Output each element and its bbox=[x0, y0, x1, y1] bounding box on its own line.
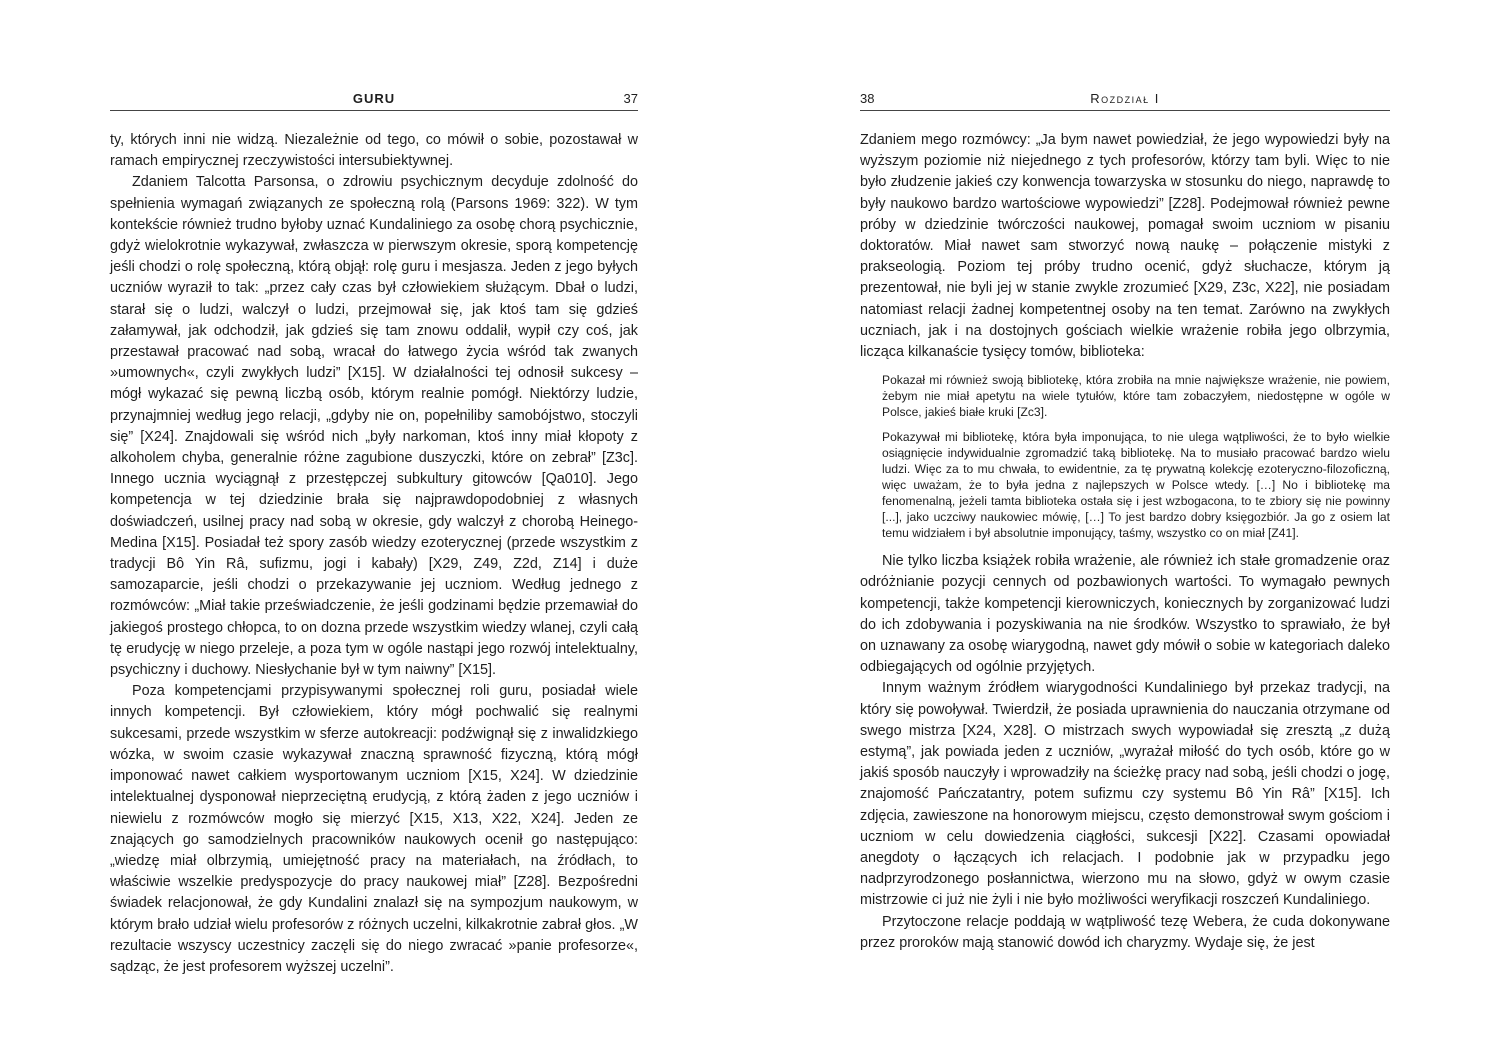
quote-paragraph: Pokazywał mi bibliotekę, która była imponująca, to nie ulega wątpliwości, że to było wielkie osiągnięcie indywidualnie zgromadzić taką bibliotekę. Na to musiało pracować bardzo wielu ludzi. Więc za to mu chwała, to ewidentnie, za tę prywatną kolekcję ezoteryczno-filozoficzną, więc uważam, że to była jedna z najlepszych w Polsce wtedy. […] No i bibliotekę ma fenomenalną, jeżeli tamta biblioteka ostała się i jest wzbogacona, to te zbiory się nie powinny [...], jako uczciwy naukowiec mówię, […] To jest bardzo dobry księgozbiór. Ja go z osiem lat temu widziałem i był absolutnie imponujący, taśmy, wszystko co on miał [Z41]. bbox=[882, 429, 1390, 541]
block-quote bbox=[882, 372, 1390, 541]
running-title: GURU bbox=[352, 91, 396, 106]
paragraph: Przytoczone relacje poddają w wątpliwość tezę Webera, że cuda dokonywane przez proroków mają stanowić dowód ich charyzmy. Wydaje się, że jest bbox=[860, 913, 1390, 951]
page-number: 37 bbox=[623, 91, 638, 106]
paragraph: Innym ważnym źródłem wiarygodności Kundaliniego był przekaz tradycji, na który się powoływał. Twierdził, że posiada uprawnienia do nauczania otrzymane od swego mistrza [X24, X28]. O mistrzach swych wypowiadał się zresztą „z dużą estymą”, jak powiada jeden z uczniów, „wyrażał miłość do tych osób, które go w jakiś sposób nauczyły i wprowadziły na ścieżkę pracy nad sobą, jeśli chodzi o jogę, znajomość Pańczatantry, potem sufizmu czy systemu Bô Yin Râ” [X15]. Ich zdjęcia, zawieszone na honorowym miejscu, często demonstrował swym gościom i uczniom w celu dowiedzenia ciągłości, sukcesji [X22]. Czasami opowiadał anegdoty o łączących ich relacjach. I podobnie jak w przypadku jego nadprzyrodzonego posłannictwa, wierzono mu na słowo, gdyż w owym czasie mistrzowie ci już nie żyli i nie było możliwości weryfikacji roszczeń Kundaliniego. bbox=[860, 680, 1390, 909]
left-page bbox=[110, 0, 638, 1059]
right-page-body bbox=[860, 130, 1390, 954]
paragraph: Nie tylko liczba książek robiła wrażenie, ale również ich stałe gromadzenie oraz odróżnianie pozycji cennych od pozbawionych wartości. To wymagało pewnych kompetencji, także kompetencji kierowniczych, koniecznych by zorganizować ludzi do ich zdobywania i pozyskiwania na nie środków. Wszystko to sprawiało, że był on uznawany za osobę wiarygodną, nawet gdy mówił o sobie w kategoriach daleko odbiegających od ogólnie przyjętych. bbox=[860, 553, 1390, 676]
left-page-body bbox=[110, 130, 638, 978]
page-number: 38 bbox=[860, 91, 875, 106]
running-head-left bbox=[110, 90, 638, 111]
running-title: Rozdział I bbox=[1090, 91, 1160, 106]
right-page bbox=[860, 0, 1390, 1059]
paragraph: ty, których inni nie widzą. Niezależnie od tego, co mówił o sobie, pozostawał w ramach empirycznej rzeczywistości intersubiektywnej. bbox=[110, 132, 638, 170]
paragraph: Zdaniem mego rozmówcy: „Ja bym nawet powiedział, że jego wypowiedzi były na wyższym poziomie niż niejednego z tych profesorów, którzy tam byli. Więc to nie było złudzenie jakieś czy konwencja towarzyska w stosunku do niego, naprawdę to były naukowo bardzo wartościowe wypowiedzi” [Z28]. Podejmował również pewne próby w dziedzinie twórczości naukowej, pomagał swoim uczniom w pisaniu doktoratów. Miał nawet sam stworzyć nową naukę – połączenie mistyki z prakseologią. Poziom tej próby trudno ocenić, gdyż słuchacze, którym ją prezentował, nie byli jej w stanie zwykle zrozumieć [X29, Z3c, X22], nie posiadam natomiast relacji żadnej kompetentnej osoby na ten temat. Zarówno na zwykłych uczniach, jak i na dostojnych gościach wielkie wrażenie robiła jego olbrzymia, licząca kilkanaście tysięcy tomów, biblioteka: bbox=[860, 132, 1390, 361]
paragraph: Poza kompetencjami przypisywanymi społecznej roli guru, posiadał wiele innych kompetencji. Był człowiekiem, który mógł pochwalić się realnymi sukcesami, przede wszystkim w sferze autokreacji: podźwignął się z inwalidzkiego wózka, w swoim czasie wykazywał znaczną sprawność fizyczną, którą mógł imponować nawet całkiem wysportowanym uczniom [X15, X24]. W dziedzinie intelektualnej dysponował nieprzeciętną erudycją, z którą żaden z jego uczniów i niewielu z rozmówców mogło się mierzyć [X15, X13, X22, X24]. Jeden ze znających go samodzielnych pracowników naukowych ocenił go następująco: „wiedzę miał olbrzymią, umiejętność pracy na materiałach, na źródłach, to właściwie wszelkie predyspozycje do pracy naukowej miał” [Z28]. Bezpośredni świadek relacjonował, że gdy Kundalini znalazł się na sympozjum naukowym, w którym brało udział wielu profesorów z różnych uczelni, kilkakrotnie zabrał głos. „W rezultacie wszyscy uczestnicy zaczęli się do niego zwracać »panie profesorze«, sądząc, że jest profesorem wyższej uczelni”. bbox=[110, 683, 638, 975]
quote-paragraph: Pokazał mi również swoją bibliotekę, która zrobiła na mnie największe wrażenie, nie powiem, żebym nie miał apetytu na wiele tytułów, które tam zobaczyłem, niedostępne w ogóle w Polsce, jakieś białe kruki [Zc3]. bbox=[882, 373, 1390, 420]
running-head-right bbox=[860, 90, 1390, 111]
paragraph: Zdaniem Talcotta Parsonsa, o zdrowiu psychicznym decyduje zdolność do spełnienia wymagań związanych ze społeczną rolą (Parsons 1969: 322). W tym kontekście również trudno byłoby uznać Kundaliniego za osobę chorą psychicznie, gdyż wielokrotnie wykazywał, zwłaszcza w pierwszym okresie, sporą kompetencję jeśli chodzi o rolę społeczną, którą objął: rolę guru i mesjasza. Jeden z jego byłych uczniów wyraził to tak: „przez cały czas był człowiekiem służącym. Dbał o ludzi, starał się o ludzi, walczył o ludzi, przejmował się, jak ktoś tam się gdzieś załamywał, jak odchodził, jak gdzieś się tam znowu oddalił, wypił czy coś, jak przestawał pracować nad sobą, wracał do łatwego życia wśród tak zwanych »umownych«, czyli zwykłych ludzi” [X15]. W działalności tej odnosił sukcesy – mógł wykazać się pewną liczbą osób, którym realnie pomógł. Niektórzy ludzie, przynajmniej według jego relacji, „gdyby nie on, popełniliby samobójstwo, stoczyli się” [X24]. Znajdowali się wśród nich „były narkoman, ktoś inny miał kłopoty z alkoholem chyba, generalnie różne zagubione duszyczki, które on zebrał” [Z3c]. Innego ucznia wyciągnął z przestępczej subkultury gitowców [Qa010]. Jego kompetencja w tej dziedzinie brała się najprawdopodobniej z własnych doświadczeń, usilnej pracy nad sobą w okresie, gdy walczył z chorobą Heinego-Medina [X15]. Posiadał też spory zasób wiedzy ezoterycznej (przede wszystkim z tradycji Bô Yin Râ, sufizmu, jogi i kabały) [X29, Z49, Z2d, Z14] i duże samozaparcie, jeśli chodzi o przekazywanie jej uczniom. Według jednego z rozmówców: „Miał takie przeświadczenie, że jeśli godzinami będzie przemawiał do jakiegoś prostego chłopca, to on dozna przede wszystkim wiedzy wlanej, czyli całą tę erudycję w niego przeleje, a poza tym w ogóle nastąpi jego rozwój intelektualny, psychiczny i duchowy. Niesłychanie był w tym naiwny” [X15]. bbox=[110, 174, 638, 679]
